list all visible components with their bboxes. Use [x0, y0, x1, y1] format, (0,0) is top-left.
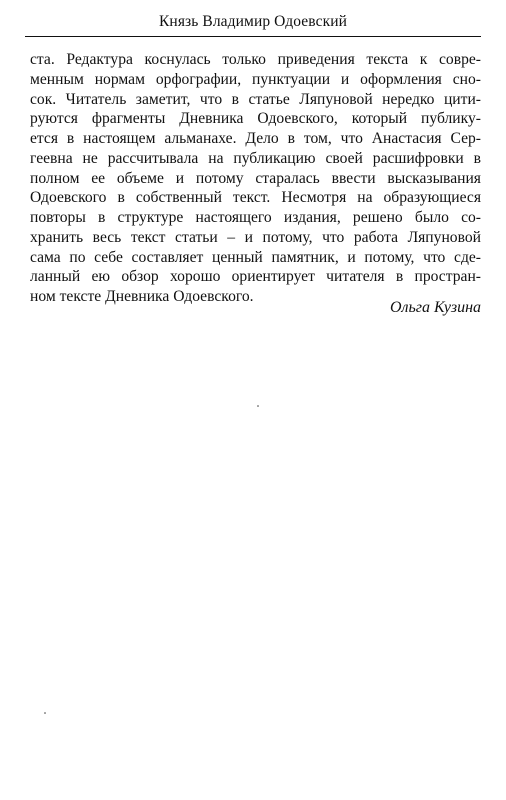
running-head: Князь Владимир Одоевский [158, 13, 347, 30]
text-line: геевна не рассчитывала на публикацию своей расшифровки в [30, 149, 481, 167]
text-line: ланный ею обзор хорошо ориентирует читателя в простран- [30, 268, 481, 286]
text-line: хранить весь текст статьи – и потому, что работа Ляпуновой [30, 228, 481, 246]
text-line: повторы в структуре настоящего издания, решено было со- [30, 209, 481, 226]
header-rule [25, 36, 481, 37]
text-line: сок. Читатель заметит, что в статье Ляпуновой нередко цити- [30, 90, 481, 108]
body-paragraph [30, 50, 481, 307]
text-line: менным нормам орфографии, пунктуации и оформления сно- [30, 70, 481, 88]
text-line: полном ее объеме и потому старалась ввести высказывания [30, 169, 481, 187]
text-line: ста. Редактура коснулась только приведения текста к совре- [30, 51, 481, 68]
text-line: ется в настоящем альманахе. Дело в том, что Анастасия Сер- [30, 130, 481, 147]
author-signature: Ольга Кузина [389, 299, 481, 316]
scan-speck [257, 405, 259, 407]
text-line: руются фрагменты Дневника Одоевского, который публику- [30, 110, 481, 128]
text-line-last: ном тексте Дневника Одоевского. [30, 288, 254, 305]
scan-speck [44, 712, 46, 714]
text-line: Одоевского в собственный текст. Несмотря на образующиеся [30, 189, 481, 207]
text-line: сама по себе составляет ценный памятник, и потому, что сде- [30, 248, 481, 266]
